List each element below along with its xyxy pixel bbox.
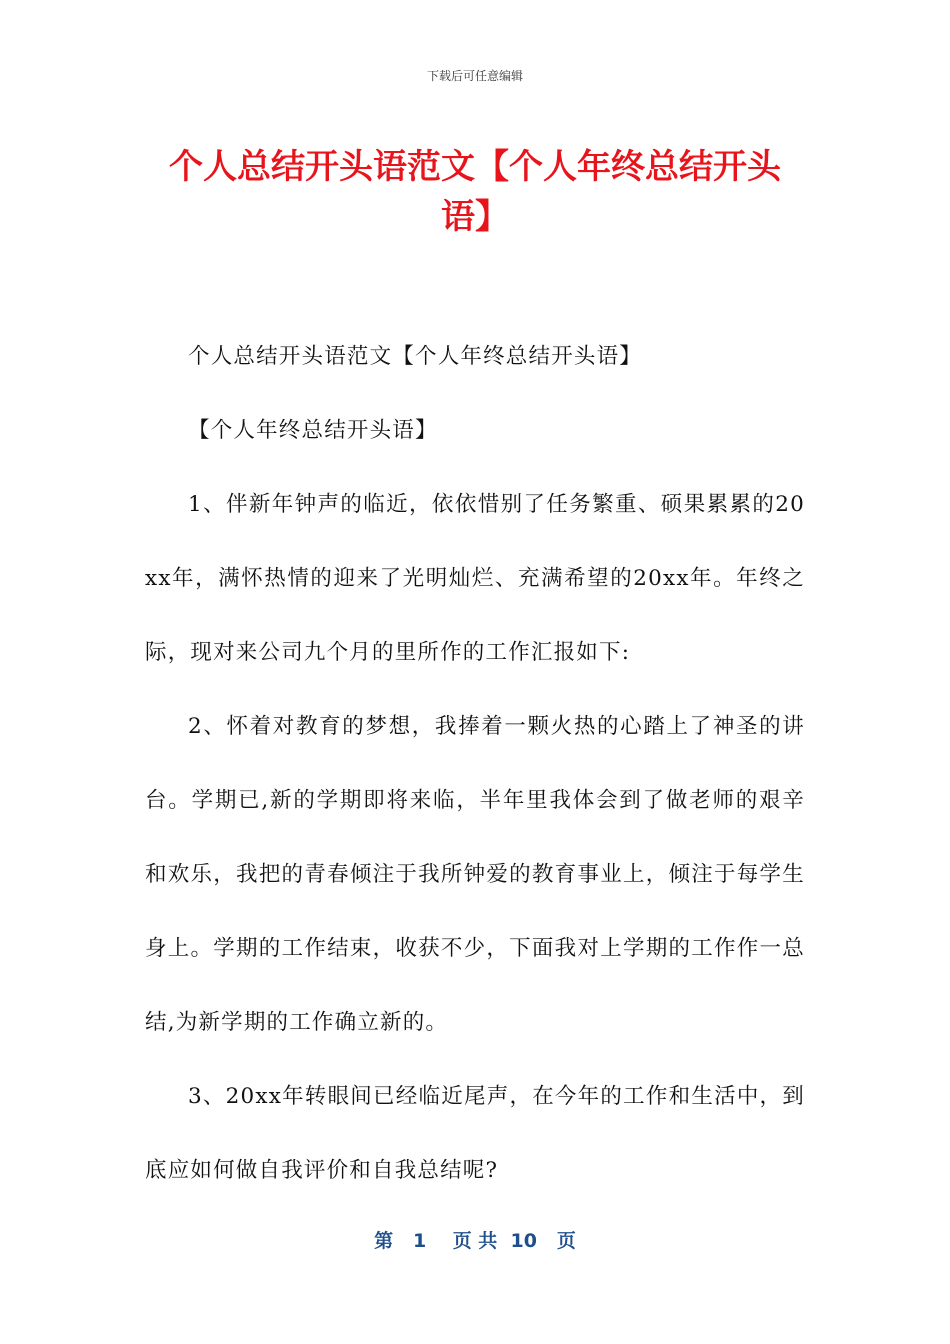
header-note: 下载后可任意编辑 (426, 69, 523, 83)
page-footer: 第 1 页 共 10 页 (374, 1230, 576, 1252)
document-title: 个人总结开头语范文【个人年终总结开头语】 (169, 147, 781, 237)
paragraph: 1、伴新年钟声的临近，依依惜别了任务繁重、硕果累累的20xx年，满怀热情的迎来了光明灿烂、充满希望的20xx年。年终之际，现对来公司九个月的里所作的工作汇报如下: (145, 492, 805, 665)
paragraph: 个人总结开头语范文【个人年终总结开头语】 (188, 344, 643, 369)
document-body (145, 320, 805, 1208)
paragraph: 3、20xx年转眼间已经临近尾声，在今年的工作和生活中，到底应如何做自我评价和自我总结呢? (145, 1084, 805, 1183)
paragraph: 2、怀着对教育的梦想，我捧着一颗火热的心踏上了神圣的讲台。学期已,新的学期即将来临，半年里我体会到了做老师的艰辛和欢乐，我把的青春倾注于我所钟爱的教育事业上，倾注于每学生身上。学期的工作结束，收获不少，下面我对上学期的工作作一总结,为新学期的工作确立新的。 (145, 714, 805, 1035)
paragraph: 【个人年终总结开头语】 (188, 418, 438, 443)
